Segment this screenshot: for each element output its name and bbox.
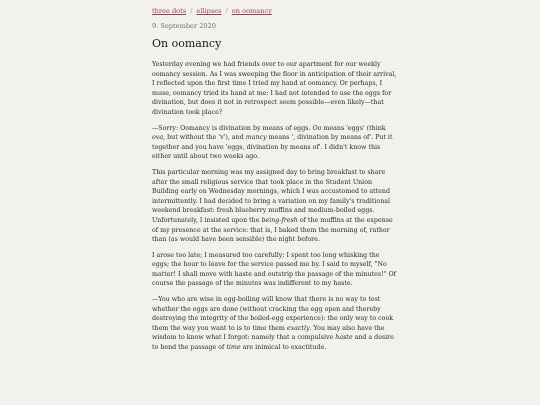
breadcrumb-link-three-dots[interactable]: three dots xyxy=(152,7,187,15)
text-run: are inimical to exactitude. xyxy=(240,344,327,352)
text-run: of the muffins at the expense of my presence at the service: that is, I baked them the morning of, rather than (as would have been sensible) the night before. xyxy=(152,216,393,244)
page-title: On oomancy xyxy=(152,37,222,50)
post-date: 9. September 2020 xyxy=(152,22,216,30)
article-page xyxy=(152,0,398,359)
emphasis: mancy xyxy=(245,134,267,142)
breadcrumb xyxy=(152,5,398,17)
paragraph-2 xyxy=(152,124,398,162)
emphasis: Oo xyxy=(312,124,322,132)
text-run: This particular morning was my assigned day to bring breakfast to share after the small religious service that took place in the Student Union Building early on Wednesday mornings, which I was accustomed to attend intermittently. I had decided to bring a variation on my family's traditional weekend breakfast: fresh blueberry muffins and medium-boiled eggs. Unfortunately, I insisted upon the xyxy=(152,168,391,224)
breadcrumb-link-ellipses[interactable]: ellipses xyxy=(196,7,222,15)
paragraph-3 xyxy=(152,168,398,245)
text-run: means ', divination by means of'. Put it together and you have 'eggs, divination by means of'. I didn't know this either until about two weeks ago. xyxy=(152,134,393,161)
paragraph-5 xyxy=(152,295,398,353)
text-run: , but without the 'v'), and xyxy=(163,134,246,142)
emphasis: ova xyxy=(152,134,164,142)
text-run: —Sorry: Oomancy is divination by means of eggs. xyxy=(152,124,313,132)
emphasis: haste xyxy=(335,334,353,342)
text-run: . You may also have the wisdom to know what I forgot: namely that a compulsive xyxy=(152,324,385,342)
paragraph-4: I arose too late; I measured too carefully; I spent too long whisking the eggs; the hour to leave for the service passed me by. I said to myself, "No matter! I shall move with haste and outstrip the passage of the minutes!" Of course the passage of the minutes was indifferent to my haste. xyxy=(152,251,397,288)
breadcrumb-current: on oomancy xyxy=(231,7,272,15)
text-run: means 'eggs' (think xyxy=(321,124,386,132)
emphasis: exactly xyxy=(286,324,310,332)
emphasis: time xyxy=(226,344,241,352)
text-run: —You who are wise in egg-boiling will know that there is no way to test whether the eggs are done (without cracking the egg open and thereby destroying the integrity of the boiled-egg experience): the only way to cook them the way you want to is to time them xyxy=(152,296,394,332)
breadcrumb-separator: / xyxy=(190,7,193,15)
text-run: and a desire to bend the passage of xyxy=(152,334,394,352)
paragraph-1: Yesterday evening we had friends over to our apartment for our weekly oomancy session. As I was sweeping the floor in anticipation of their arrival, I reflected upon the first time I tried my hand at oomancy. Or perhaps, I muse, oomancy tried its hand at me: I had not intended to use the eggs for divination, but does it not in retrospect seem possible—even likely—that divination took place? xyxy=(152,61,397,116)
emphasis: being-fresh xyxy=(261,216,298,224)
breadcrumb-separator: / xyxy=(225,7,228,15)
